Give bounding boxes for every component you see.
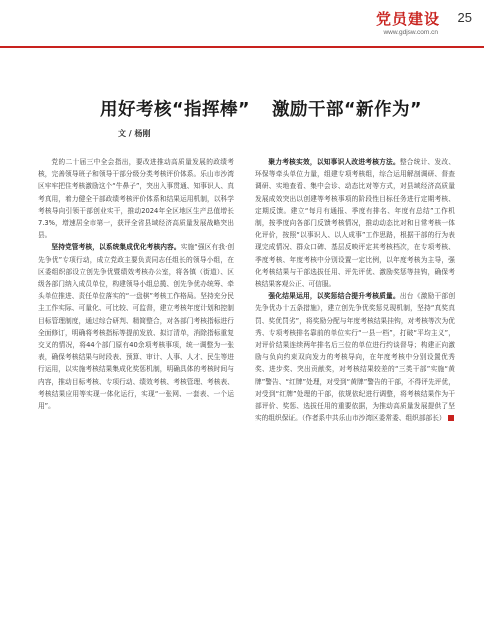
article-column-right xyxy=(255,156,455,632)
magazine-logo: 党员建设 xyxy=(375,10,440,28)
article-author: 文 / 杨刚 xyxy=(118,129,151,138)
page-number: 25 xyxy=(457,10,472,25)
paragraph-section-3 xyxy=(255,290,455,424)
paragraph-intro xyxy=(38,156,234,241)
article-title-part1: 用好考核“指挥棒” xyxy=(100,100,251,120)
paragraph-section-2 xyxy=(255,156,455,290)
article-column-left xyxy=(38,156,234,632)
page-header xyxy=(0,0,484,60)
paragraph-lead: 聚力考核实效，以知事识人改进考核方法。 xyxy=(268,158,400,166)
header-rule xyxy=(0,46,484,48)
article-title-part2: 激励干部“新作为” xyxy=(272,100,423,120)
paragraph-text: 出台《激励干部创先争优办十五条措施》，建立创先争优奖惩兑现机制，坚持“真奖真罚、奖优罚劣”，将奖励分配与年度考核结果挂钩，对考核等次为优秀、专项考核排名靠前的单位实行“一县一档”，打破“平均主义”，对评价结果连续两年排名后三位的单位进行约谈督导；构建正向激励与负向约束双向发力的考核导向，在年度考核中分别设置优秀奖、进步奖、突出贡献奖，对考核结果较差的“三类干部”实施“黄牌”警告、“红牌”处理，对受到“黄牌”警告的干部，不得评先评优，对受到“红牌”处理的干部，依规依纪进行调整，将考核结果作为干部评价、奖惩、选拔任用的重要依据，为推动高质量发展提供了坚实的组织保证。（作者系中共乐山市沙湾区委常委、组织部部长） xyxy=(255,292,455,423)
paragraph-text: 实施“强区有我·创先争优”专项行动，成立党政主要负责同志任组长的领导小组，在区委组织部设立创先争优暨绩效考核办公室，将各镇（街道）、区级各部门纳入成员单位，构建领导小组总揽、创先争优办统筹、牵头单位推进、责任单位落实的“一盘棋”考核工作格局。坚持充分民主工作实际、可量化、可比较、可监督，建立考核年度计划和控制目标管理制度，通过综合研判、精简整合，对各部门考核指标进行全面修订，明确将考核指标等提前发放、拟订清单，消除指标重复交叉的情况，将44个部门原有40余项考核事项，统一调整为一张表，确保考核结果与时段表、预算、审计、人事、人才、民生等进行运用，以实施考核结果集成化奖惩机制，明确具体的考核时间与内容，推动目标考核、专项行动、绩效考核、考核管理、考核表、考核结果应用等实现一体化运行，实现“一张网、一套表、一个运用”。 xyxy=(38,243,234,411)
paragraph-text: 整合统计、发改、环保等牵头单位力量，组建专项考核组，综合运用解剖调研、督查调研、实地查看、集中会诊、动态比对等方式，对县域经济高质量发展成效突出以创建等考核事项的阶段性目标任务进行定期考核、定期反馈。建立“每月有通报、季度有排名、年度有总结”工作机制，按季度向各部门反馈考核情况，推动动态比对和日常考核一体化评价，按照“以事识人、以人成事”工作思路，根据干部的行为表现完成情况、群众口碑、基层反映评定其考核档次，在专项考核、季度考核、年度考核中分别设置一定比例，以年度考核为主导，强化考核结果与干部选拔任用、评先评优、激励奖惩等挂钩，确保考核结果客观公正、可信服。 xyxy=(255,158,455,289)
paragraph-text: 党的二十届三中全会指出，要改进推动高质量发展的政绩考核，完善领导班子和领导干部分级分类考核评价体系。乐山市沙湾区牢牢把住考核激励这个“牛鼻子”，突出入事贯通、知事识人、真考真用，着力健全干部政绩考核评价体系和结果运用机制，以科学考核导向引领干部创业实干，推动2024年全区地区生产总值增长7.3%，增速居全市第一，获评全省县域经济高质量发展战略突出县。 xyxy=(38,158,234,240)
site-url: www.gdjsw.com.cn xyxy=(383,29,438,36)
article-title xyxy=(100,96,460,121)
paragraph-lead: 坚持党管考核，以系统集成优化考核内容。 xyxy=(51,243,181,252)
end-mark xyxy=(448,415,454,421)
paragraph-section-1 xyxy=(38,241,234,412)
paragraph-lead: 强化结果运用，以奖惩结合提升考核质量。 xyxy=(268,292,400,301)
